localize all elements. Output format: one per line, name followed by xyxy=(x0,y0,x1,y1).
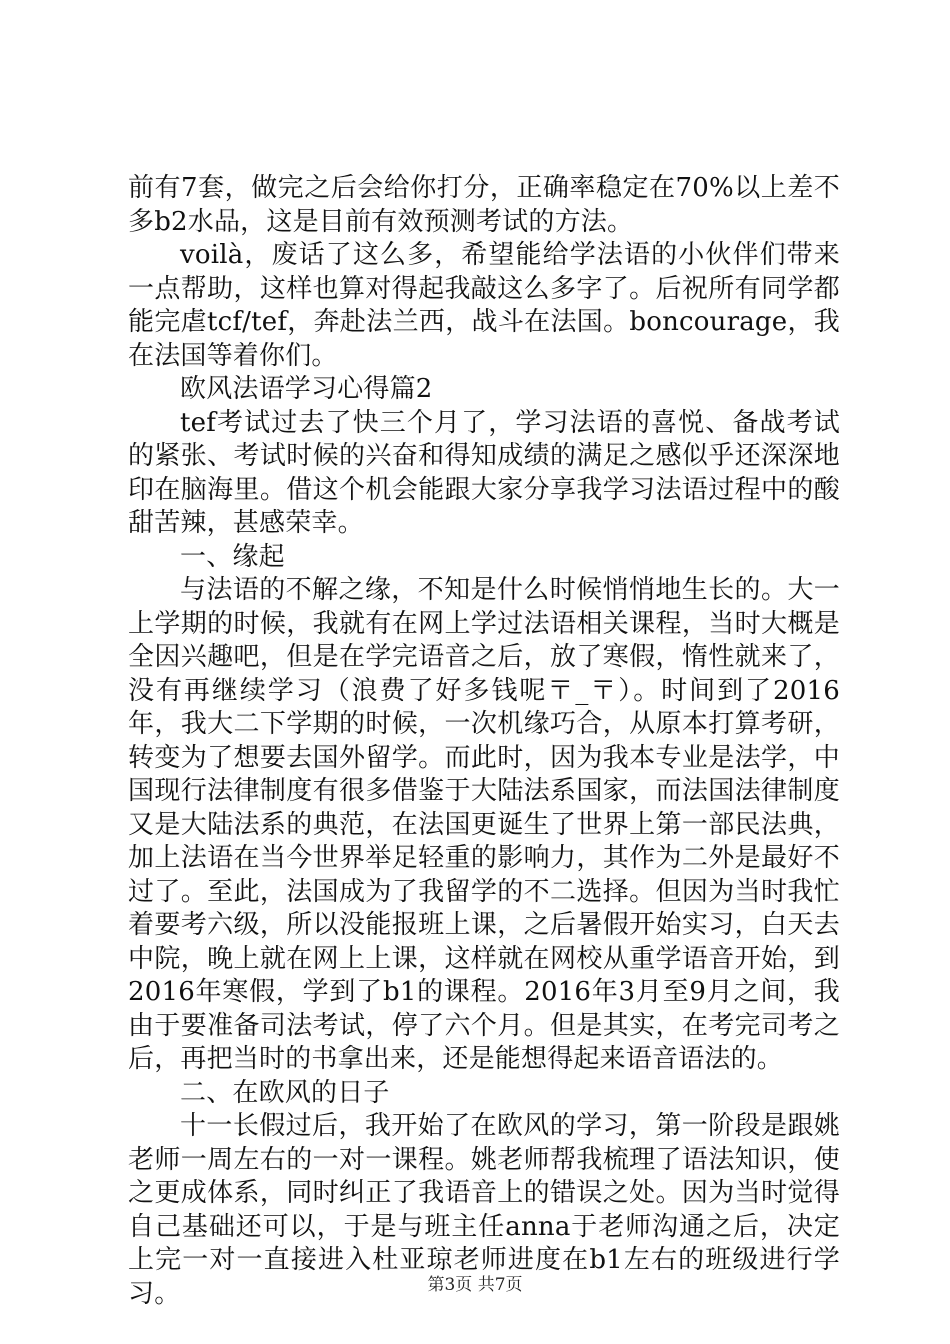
section-heading: 二、在欧风的日子 xyxy=(180,1077,390,1108)
document-body xyxy=(128,172,840,1311)
paragraph: 与法语的不解之缘，不知是什么时候悄悄地生长的。大一上学期的时候，我就有在网上学过法语相关课程，当时大概是全因兴趣吧，但是在学完语音之后，放了寒假，惰性就来了，没有再继续学习（浪费了好多钱呢〒_〒）。时间到了2016年，我大二下学期的时候，一次机缘巧合，从原本打算考研，转变为了想要去国外留学。而此时，因为我本专业是法学，中国现行法律制度有很多借鉴于大陆法系国家，而法国法律制度又是大陆法系的典范，在法国更诞生了世界上第一部民法典，加上法语在当今世界举足轻重的影响力，其作为二外是最好不过了。至此，法国成为了我留学的不二选择。但因为当时我忙着要考六级，所以没能报班上课，之后暑假开始实习，白天去中院，晚上就在网上上课，这样就在网校从重学语音开始，到2016年寒假，学到了b1的课程。2016年3月至9月之间，我由于要准备司法考试，停了六个月。但是其实，在考完司考之后，再把当时的书拿出来，还是能想得起来语音语法的。 xyxy=(128,575,840,1074)
page-footer: 第3页 共7页 xyxy=(427,1275,523,1295)
paragraph: 前有7套，做完之后会给你打分，正确率稳定在70%以上差不多b2水品，这是目前有效预测考试的方法。 xyxy=(128,173,840,237)
paragraph: 十一长假过后，我开始了在欧风的学习，第一阶段是跟姚老师一周左右的一对一课程。姚老师帮我梳理了语法知识，使之更成体系，同时纠正了我语音上的错误之处。因为当时觉得自己基础还可以，于是与班主任anna于老师沟通之后，决定上完一对一直接进入杜亚琼老师进度在b1左右的班级进行学习。 xyxy=(128,1111,840,1309)
section-heading: 欧风法语学习心得篇2 xyxy=(180,374,433,404)
paragraph: voilà，废话了这么多，希望能给学法语的小伙伴们带来一点帮助，这样也算对得起我敲这么多字了。后祝所有同学都能完虐tcf/tef，奔赴法兰西，战斗在法国。boncourage，我在法国等着你们。 xyxy=(128,240,840,371)
section-heading: 一、缘起 xyxy=(180,541,285,572)
paragraph: tef考试过去了快三个月了，学习法语的喜悦、备战考试的紧张、考试时候的兴奋和得知成绩的满足之感似乎还深深地印在脑海里。借这个机会能跟大家分享我学习法语过程中的酸甜苦辣，甚感荣幸。 xyxy=(128,407,840,538)
